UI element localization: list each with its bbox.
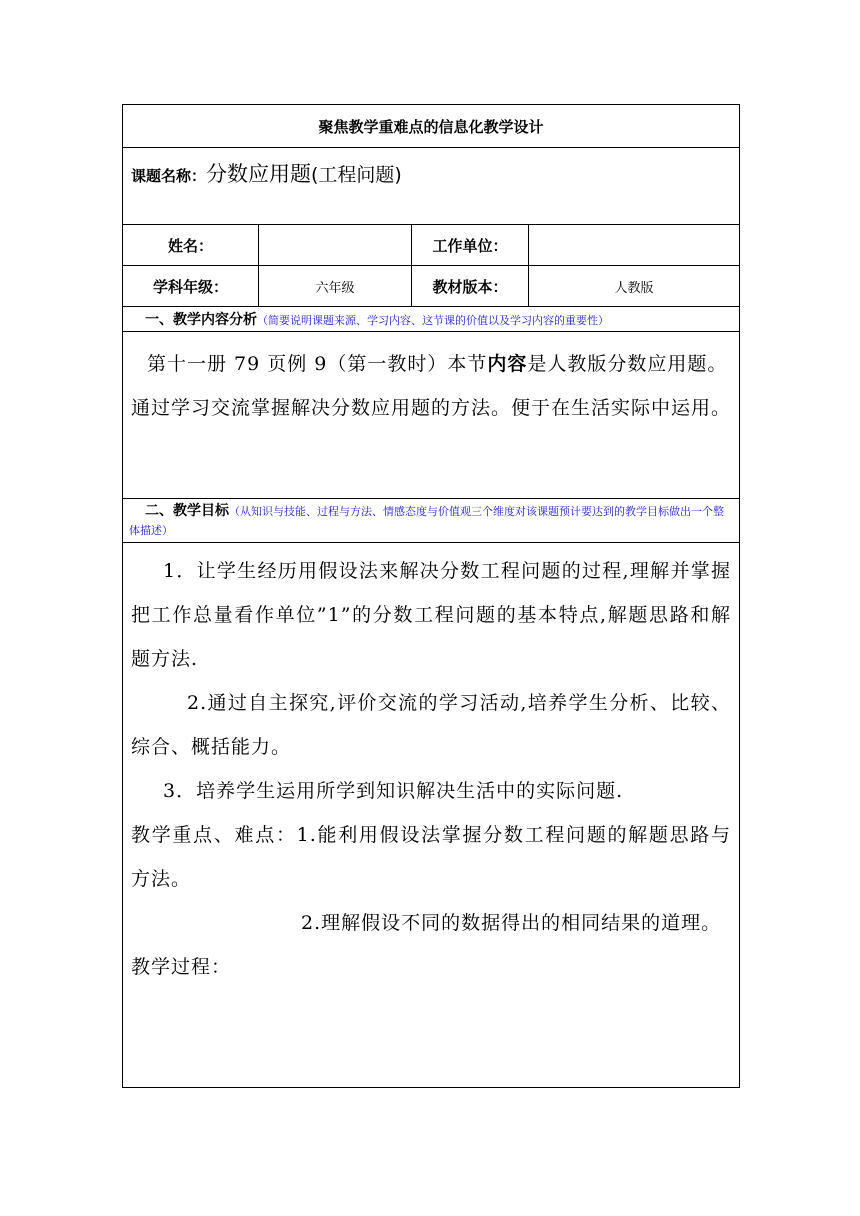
document-title: 聚焦教学重难点的信息化教学设计	[123, 105, 740, 148]
goal-2: 2.通过自主探究,评价交流的学习活动,培养学生分析、比较、综合、概括能力。	[131, 692, 732, 758]
lesson-design-table	[122, 104, 740, 1088]
key-points-2: 2.理解假设不同的数据得出的相同结果的道理。	[301, 912, 722, 934]
workplace-value	[529, 225, 740, 266]
content-text-b: 是人教版分数应用题。通过学习交流掌握解决分数应用题的方法。便于在生活实际中运用。	[131, 353, 732, 419]
topic-label: 课题名称：	[131, 167, 207, 185]
content-emphasis: 内容	[487, 353, 528, 375]
section-1-note: （简要说明课题来源、学习内容、这节课的价值以及学习内容的重要性）	[257, 314, 609, 327]
goal-1: 1．让学生经历用假设法来解决分数工程问题的过程,理解并掌握把工作总量看作单位”1”的分数工程问题的基本特点,解题思路和解题方法.	[131, 560, 732, 670]
section-1-header	[123, 307, 740, 332]
edition-value: 人教版	[529, 266, 740, 307]
section-1-heading: 一、教学内容分析	[145, 312, 257, 328]
edition-label: 教材版本：	[412, 266, 529, 307]
section-1-content	[123, 332, 740, 499]
topic-row	[123, 148, 740, 225]
section-2-note: （从知识与技能、过程与方法、情感态度与价值观三个维度对该课题预计要达到的教学目标做出一个整体描述）	[129, 505, 724, 537]
name-label: 姓名：	[123, 225, 259, 266]
goal-3: 3．培养学生运用所学到知识解决生活中的实际问题.	[163, 780, 624, 802]
topic-title: 分数应用题	[206, 162, 312, 186]
process-label: 教学过程：	[131, 956, 232, 978]
key-points-1: 教学重点、难点：1.能利用假设法掌握分数工程问题的解题思路与方法。	[131, 824, 732, 890]
section-2-content	[123, 543, 740, 1088]
topic-subtitle: (工程问题)	[311, 164, 402, 186]
section-2-heading: 二、教学目标	[145, 503, 229, 519]
workplace-label: 工作单位：	[412, 225, 529, 266]
content-text-a: 第十一册 79 页例 9（第一教时）本节	[147, 353, 488, 375]
grade-value: 六年级	[259, 266, 412, 307]
name-value	[259, 225, 412, 266]
section-2-header	[123, 499, 740, 543]
grade-label: 学科年级：	[123, 266, 259, 307]
